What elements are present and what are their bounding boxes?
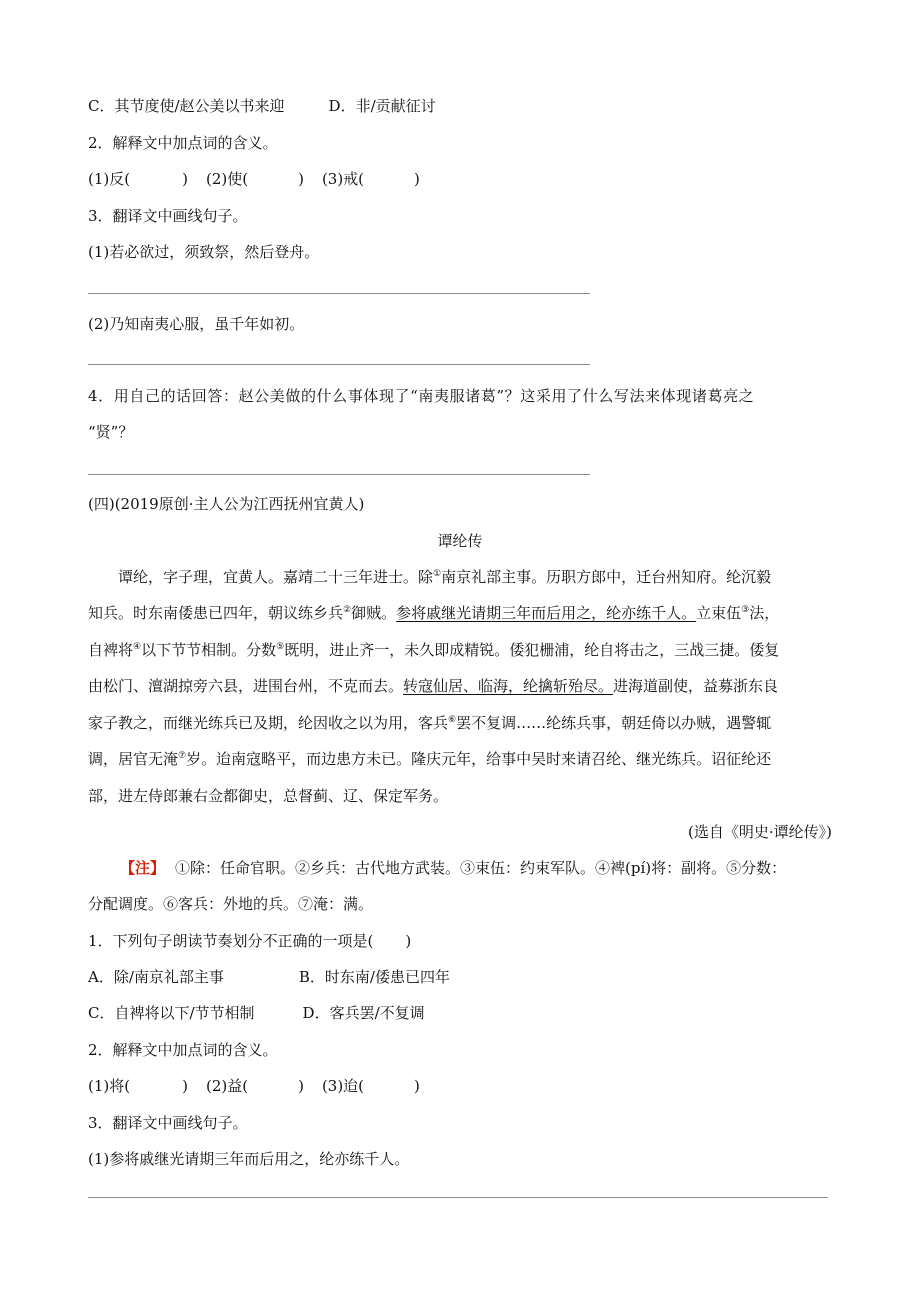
passage-line-1: [118, 567, 863, 587]
p2-q2-items: [88, 1076, 420, 1096]
p2-q1-title: [88, 931, 411, 951]
text: 进海道副使，益募浙东良: [613, 677, 779, 695]
answer-line: [88, 474, 590, 475]
q2-items: [88, 169, 420, 189]
paren-close: ): [182, 170, 188, 188]
q2-item-3: (3)戒(: [321, 170, 365, 188]
passage-line-4: [88, 676, 833, 696]
p2-q2-title: 2．解释文中加点词的含义。: [88, 1041, 278, 1059]
q2-item-2: (2)益(: [205, 1077, 249, 1095]
source-citation: (选自《明史·谭纶传》): [688, 823, 832, 841]
text: 由松门、澶湖掠旁六县，进围台州，不克而去。: [88, 677, 404, 695]
paren-close: ): [405, 932, 412, 950]
passage-line-7: 部，进左侍郎兼右佥都御史，总督蓟、辽、保定军务。: [88, 787, 449, 805]
q4-line-2: “贤”？: [88, 423, 134, 441]
passage-line-5: [88, 713, 833, 733]
passage-line-2: [88, 603, 833, 623]
p2-q1-options-ab: [88, 967, 450, 987]
q3-sentence-2: (2)乃知南夷心服，虽千年如初。: [88, 315, 305, 333]
answer-line: [88, 1197, 828, 1198]
option-d: D．客兵罢/不复调: [302, 1004, 425, 1022]
section-header: (四)(2019原创·主人公为江西抚州宜黄人): [88, 495, 365, 513]
note-ref: ③: [741, 605, 750, 615]
notes-line-1: [120, 858, 865, 878]
q2-item-1: (1)将(: [88, 1077, 131, 1095]
text: 既明，进止齐一，未久即成精锐。倭犯栅浦，纶自将击之，三战三捷。倭复: [284, 641, 780, 659]
passage-title: 谭纶传: [437, 532, 483, 550]
answer-line: [88, 293, 590, 294]
passage-line-6: [88, 749, 833, 769]
text: 罢不复调……纶练兵事，朝廷倚以办贼，遇警辄: [456, 714, 772, 732]
option-c: C．自裨将以下/节节相制: [88, 1004, 255, 1022]
underlined-sentence: 转寇仙居、临海，纶擒斩殆尽。: [403, 677, 614, 695]
q4-line-1: 4．用自己的话回答：赵公美做的什么事体现了“南夷服诸葛”？这采用了什么写法来体现诸葛亮之: [88, 387, 755, 405]
option-c: C．其节度使/赵公美以书来迎: [88, 97, 285, 115]
note-ref: ②: [343, 605, 352, 615]
text: 自裨将: [88, 641, 134, 659]
text: 法，: [749, 604, 780, 622]
option-d: D．非/贡献征讨: [328, 97, 436, 115]
q3-title: 3．翻译文中画线句子。: [88, 207, 248, 225]
text: 立束伍: [696, 604, 742, 622]
text: ①除：任命官职。②乡兵：古代地方武装。③束伍：约束军队。④裨(pí)将：副将。⑤分数：: [175, 859, 787, 877]
text: 南京礼部主事。历职方郎中，迁台州知府。纶沉毅: [441, 568, 772, 586]
passage-line-3: [88, 640, 833, 660]
q2-item-2: (2)使(: [205, 170, 249, 188]
note-ref: ⑤: [276, 642, 285, 652]
p2-q3-title: 3．翻译文中画线句子。: [88, 1114, 248, 1132]
text: 以下节节相制。分数: [141, 641, 277, 659]
text: 御贼。: [351, 604, 397, 622]
text: 谭纶，字子理，宜黄人。嘉靖二十三年进士。除: [118, 568, 434, 586]
text: 家子教之，而继光练兵已及期，纶因收之以为用，客兵: [88, 714, 449, 732]
underlined-sentence: 参将戚继光请期三年而后用之，纶亦练千人。: [396, 604, 697, 622]
note-label: 【注】: [120, 859, 166, 877]
paren-close: ): [298, 1077, 304, 1095]
answer-line: [88, 364, 590, 365]
q2-item-3: (3)迨(: [321, 1077, 365, 1095]
q3-sentence-1: (1)若必欲过，须致祭，然后登舟。: [88, 243, 320, 261]
text: 岁。迨南寇略平，而边患方未已。隆庆元年，给事中吴时来请召纶、继光练兵。诏征纶还: [186, 750, 772, 768]
note-ref: ⑥: [448, 715, 457, 725]
paren-close: ): [298, 170, 304, 188]
notes-line-2: 分配调度。⑥客兵：外地的兵。⑦淹：满。: [88, 895, 374, 913]
option-a: A．除/南京礼部主事: [88, 968, 224, 986]
paren-close: ): [414, 1077, 420, 1095]
text: 调，居官无淹: [88, 750, 179, 768]
q2-title: 2．解释文中加点词的含义。: [88, 134, 278, 152]
p2-q3-sentence-1: (1)参将戚继光请期三年而后用之，纶亦练千人。: [88, 1150, 410, 1168]
paren-close: ): [414, 170, 420, 188]
q1-options-cd: [88, 96, 436, 116]
note-ref: ①: [433, 569, 442, 579]
text: 1．下列句子朗读节奏划分不正确的一项是(: [88, 932, 374, 950]
q2-item-1: (1)反(: [88, 170, 131, 188]
paren-close: ): [182, 1077, 188, 1095]
note-ref: ④: [133, 642, 142, 652]
option-b: B．时东南/倭患已四年: [298, 968, 450, 986]
p2-q1-options-cd: [88, 1003, 425, 1023]
note-ref: ⑦: [178, 751, 187, 761]
text: 知兵。时东南倭患已四年，朝议练乡兵: [88, 604, 344, 622]
